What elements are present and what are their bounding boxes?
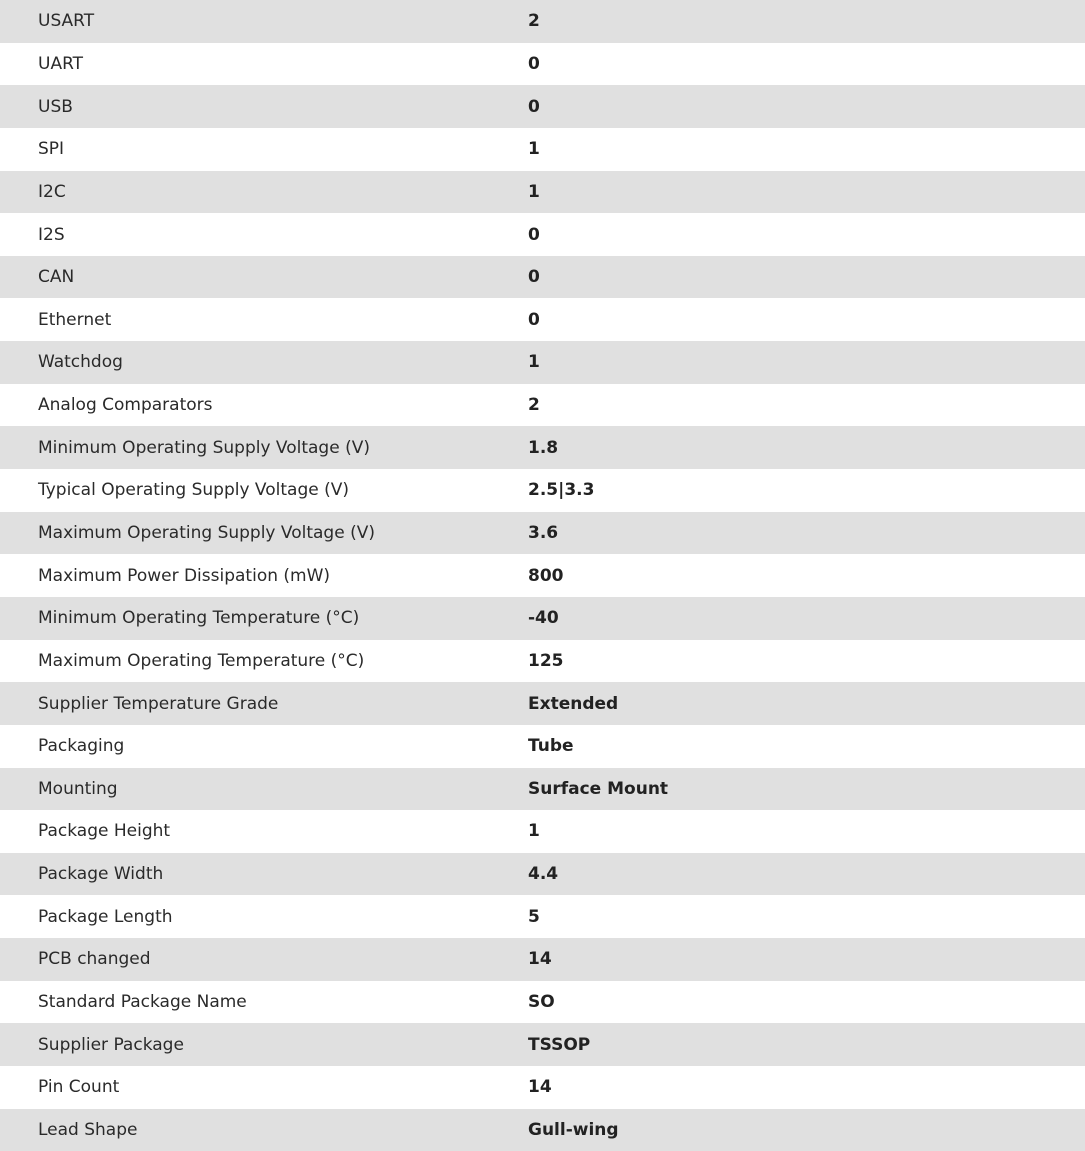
spec-value: 1 <box>528 128 1085 171</box>
spec-row-pcb-changed <box>0 938 1085 981</box>
spec-value: 2 <box>528 384 1085 427</box>
spec-row-lead-shape <box>0 1109 1085 1151</box>
spec-name: Minimum Operating Supply Voltage (V) <box>0 426 528 469</box>
spec-row-pin-count <box>0 1066 1085 1109</box>
spec-name: I2C <box>0 171 528 214</box>
spec-name: Maximum Power Dissipation (mW) <box>0 554 528 597</box>
spec-name: Lead Shape <box>0 1109 528 1151</box>
spec-value: 14 <box>528 938 1085 981</box>
spec-name: Package Length <box>0 895 528 938</box>
spec-value: 14 <box>528 1066 1085 1109</box>
spec-row-uart <box>0 43 1085 86</box>
spec-row-max-power-dissipation <box>0 554 1085 597</box>
spec-row-min-operating-temp <box>0 597 1085 640</box>
spec-row-typ-supply-voltage <box>0 469 1085 512</box>
spec-name: PCB changed <box>0 938 528 981</box>
spec-row-i2c <box>0 171 1085 214</box>
spec-row-watchdog <box>0 341 1085 384</box>
spec-row-package-height <box>0 810 1085 853</box>
spec-row-supplier-package <box>0 1023 1085 1066</box>
spec-row-package-width <box>0 853 1085 896</box>
spec-row-i2s <box>0 213 1085 256</box>
spec-value: Tube <box>528 725 1085 768</box>
spec-value: 800 <box>528 554 1085 597</box>
spec-row-can <box>0 256 1085 299</box>
spec-value: Surface Mount <box>528 768 1085 811</box>
spec-name: Minimum Operating Temperature (°C) <box>0 597 528 640</box>
spec-value: 0 <box>528 298 1085 341</box>
spec-value: 3.6 <box>528 512 1085 555</box>
spec-value: SO <box>528 981 1085 1024</box>
spec-name: Package Height <box>0 810 528 853</box>
spec-row-max-operating-temp <box>0 640 1085 683</box>
spec-name: Package Width <box>0 853 528 896</box>
spec-name: Supplier Temperature Grade <box>0 682 528 725</box>
spec-row-analog-comparators <box>0 384 1085 427</box>
spec-row-temperature-grade <box>0 682 1085 725</box>
spec-row-standard-package-name <box>0 981 1085 1024</box>
spec-value: Gull-wing <box>528 1109 1085 1151</box>
spec-name: Analog Comparators <box>0 384 528 427</box>
spec-value: 0 <box>528 85 1085 128</box>
spec-value: Extended <box>528 682 1085 725</box>
spec-value: 0 <box>528 256 1085 299</box>
spec-name: Standard Package Name <box>0 981 528 1024</box>
spec-value: 0 <box>528 43 1085 86</box>
spec-value: 1 <box>528 810 1085 853</box>
spec-name: Pin Count <box>0 1066 528 1109</box>
spec-name: Ethernet <box>0 298 528 341</box>
spec-row-mounting <box>0 768 1085 811</box>
spec-value: 4.4 <box>528 853 1085 896</box>
spec-row-max-supply-voltage <box>0 512 1085 555</box>
spec-value: 1 <box>528 341 1085 384</box>
spec-name: UART <box>0 43 528 86</box>
spec-value: 125 <box>528 640 1085 683</box>
spec-value: -40 <box>528 597 1085 640</box>
spec-name: Supplier Package <box>0 1023 528 1066</box>
spec-name: Typical Operating Supply Voltage (V) <box>0 469 528 512</box>
spec-value: 1.8 <box>528 426 1085 469</box>
spec-value: 5 <box>528 895 1085 938</box>
spec-value: TSSOP <box>528 1023 1085 1066</box>
spec-row-ethernet <box>0 298 1085 341</box>
spec-name: Maximum Operating Temperature (°C) <box>0 640 528 683</box>
spec-name: USB <box>0 85 528 128</box>
spec-name: USART <box>0 0 528 43</box>
spec-value: 2 <box>528 0 1085 43</box>
spec-value: 2.5|3.3 <box>528 469 1085 512</box>
spec-name: Mounting <box>0 768 528 811</box>
spec-row-min-supply-voltage <box>0 426 1085 469</box>
spec-name: Watchdog <box>0 341 528 384</box>
spec-value: 1 <box>528 171 1085 214</box>
spec-row-usb <box>0 85 1085 128</box>
spec-name: Maximum Operating Supply Voltage (V) <box>0 512 528 555</box>
spec-name: I2S <box>0 213 528 256</box>
spec-row-usart <box>0 0 1085 43</box>
spec-name: SPI <box>0 128 528 171</box>
spec-value: 0 <box>528 213 1085 256</box>
spec-name: CAN <box>0 256 528 299</box>
spec-row-package-length <box>0 895 1085 938</box>
spec-row-spi <box>0 128 1085 171</box>
spec-name: Packaging <box>0 725 528 768</box>
spec-row-packaging <box>0 725 1085 768</box>
